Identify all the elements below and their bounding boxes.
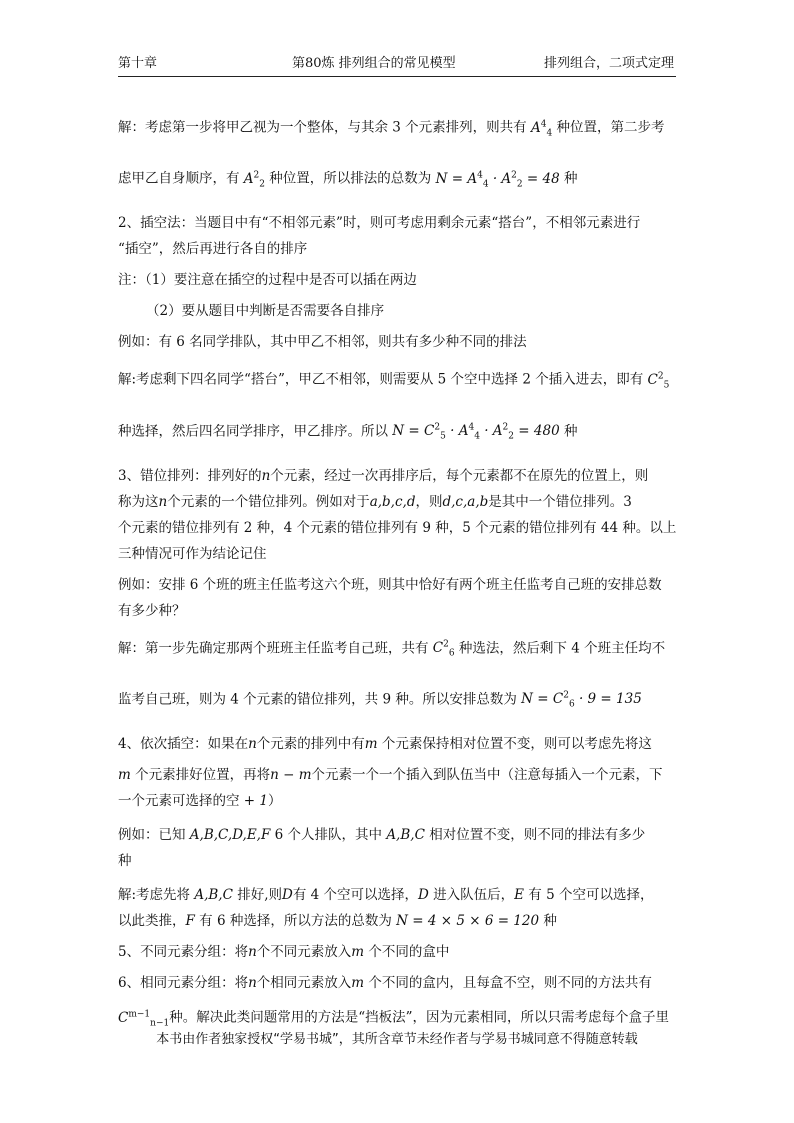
solution-line-2: 虑甲乙自身顺序，有 $A^2_2$ 种位置，所以排法的总数为 $N = A^4_4 \cdot A^2_2 = 48$ 种 <box>118 170 578 190</box>
example-3-line-1: 例如：安排 6 个班的班主任监考这六个班，则其中恰好有两个班主任监考自己班的安排总数 <box>118 576 662 593</box>
header-topic: 排列组合，二项式定理 <box>543 56 674 71</box>
header-chapter: 第十章 <box>118 56 158 71</box>
formula-total-480: $N = C^2_5 \cdot A^4_4 \cdot A^2_2 = 480$ <box>392 422 560 442</box>
section-3-line-4: 三种情况可作为结论记住 <box>118 545 267 562</box>
solution-2-line-1: 解:考虑剩下四名同学“搭台”，甲乙不相邻，则需要从 5 个空中选择 2 个插入进去，即有 $C^2_5$ <box>118 371 670 391</box>
solution-3-line-2: 监考自己班，则为 4 个元素的错位排列，共 9 种。所以安排总数为 $N = C^2_6 \cdot 9 = 135$ <box>118 690 642 711</box>
formula-total-48: $N = A^4_4 \cdot A^2_2 = 48$ <box>435 170 560 190</box>
section-2-cont: “插空”，然后再进行各自的排序 <box>118 241 308 258</box>
solution-2-line-2: 种选择，然后四名同学排序，甲乙排序。所以 $N = C^2_5 \cdot A^4_4 \cdot A^2_2 = 480$ 种 <box>118 422 578 442</box>
section-2-title: 2、插空法：当题目中有“不相邻元素”时，则可考虑用剩余元素“搭台”，不相邻元素进行 <box>118 215 641 232</box>
section-5-title: 5、不同元素分组：将n个不同元素放入m 个不同的盒中 <box>118 944 450 961</box>
formula-a22: $A^2_2$ <box>243 170 266 190</box>
example-4-line-1: 例如：已知 A,B,C,D,E,F 6 个人排队，其中 A,B,C 相对位置不变，则不同的排法有多少 <box>118 827 646 844</box>
section-3-title: 3、错位排列：排列好的n个元素，经过一次再排序后，每个元素都不在原先的位置上，则 <box>118 467 649 484</box>
section-4-title: 4、依次插空：如果在n个元素的排列中有m 个元素保持相对位置不变，则可以考虑先将这 <box>118 736 652 753</box>
section-3-line-3: 个元素的错位排列有 2 种，4 个元素的错位排列有 9 种，5 个元素的错位排列有 44 种。以上 <box>118 519 677 536</box>
section-6-line-2: $C^{m-1}_{n-1}$种。解决此类问题常用的方法是“挡板法”，因为元素相同，所以只需考虑每个盒子里 <box>118 1009 670 1029</box>
note-1: 注：（1）要注意在插空的过程中是否可以插在两边 <box>118 272 417 289</box>
formula-c-n1-m1: $C^{m-1}_{n-1}$ <box>118 1009 170 1029</box>
note-2: （2）要从题目中判断是否需要各自排序 <box>146 303 385 320</box>
example-3-line-2: 有多少种？ <box>118 602 186 619</box>
solution-4-line-2: 以此类推，F 有 6 种选择，所以方法的总数为 N = 4 × 5 × 6 = 120 种 <box>118 913 557 930</box>
example-4-line-2: 种 <box>118 853 132 870</box>
solution-line-1: 解：考虑第一步将甲乙视为一个整体，与其余 3 个元素排列，则共有 $A^4_4$ 种位置，第二步考 <box>118 119 665 139</box>
formula-a44: $A^4_4$ <box>530 119 553 139</box>
solution-3-line-1: 解：第一步先确定那两个班班主任监考自己班，共有 $C^2_6$ 种选法，然后剩下 4 个班主任均不 <box>118 639 666 659</box>
formula-c52: $C^2_5$ <box>647 371 670 391</box>
section-4-line-3: 一个元素可选择的空 + 1） <box>118 793 282 810</box>
footer-copyright-notice: 本书由作者独家授权“学易书城”，其所含章节未经作者与学易书城同意不得随意转载 <box>156 1032 638 1047</box>
document-body <box>118 103 678 1036</box>
formula-c62: $C^2_6$ <box>432 639 455 659</box>
formula-total-135: $N = C^2_6 \cdot 9 = 135$ <box>521 690 642 711</box>
solution-4-line-1: 解:考虑先将 A,B,C 排好,则D有 4 个空可以选择，D 进入队伍后，E 有 5 个空可以选择， <box>118 887 654 904</box>
header-lesson: 第80炼 排列组合的常见模型 <box>292 56 456 71</box>
formula-total-120: N = 4 × 5 × 6 = 120 <box>396 913 540 930</box>
page-header <box>118 54 676 77</box>
section-6-title: 6、相同元素分组：将n个相同元素放入m 个不同的盒内，且每盒不空，则不同的方法共有 <box>118 975 652 992</box>
example-2: 例如：有 6 名同学排队，其中甲乙不相邻，则共有多少种不同的排法 <box>118 334 527 351</box>
section-4-line-2: m 个元素排好位置，再将n − m个元素一个一个插入到队伍当中（注意每插入一个元素，下 <box>118 767 663 784</box>
section-3-line-2: 称为这n个元素的一个错位排列。例如对于a,b,c,d，则d,c,a,b是其中一个错位排列。3 <box>118 493 632 510</box>
